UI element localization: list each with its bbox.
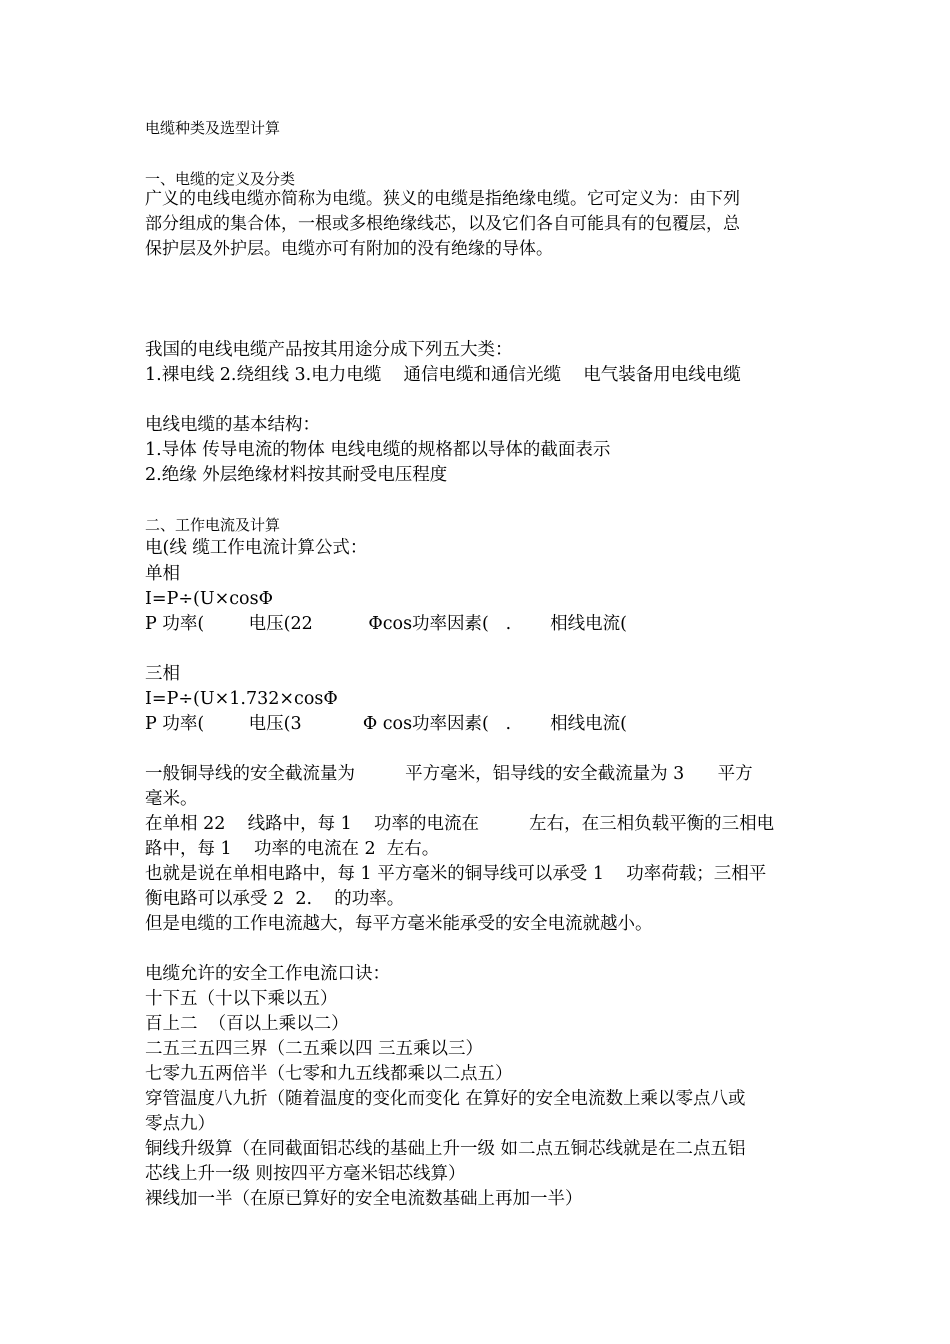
paragraph-line: 路中，每 1 功率的电流在 2 左右。 (145, 839, 440, 859)
mnemonic-line: 芯线上升一级 则按四平方毫米铝芯线算） (145, 1164, 466, 1184)
structure-item: 2.绝缘 外层绝缘材料按其耐受电压程度 (145, 465, 448, 485)
three-phase-variables: P 功率( 电压(3 Φ cos功率因素( . 相线电流( (145, 714, 627, 734)
document-title: 电缆种类及选型计算 (145, 119, 281, 137)
mnemonic-line: 百上二 （百以上乘以二） (145, 1014, 349, 1034)
three-phase-label: 三相 (145, 664, 180, 684)
structure-intro: 电线电缆的基本结构： (145, 415, 320, 435)
mnemonic-line: 零点九） (145, 1114, 215, 1134)
mnemonic-line: 七零九五两倍半（七零和九五线都乘以二点五） (145, 1064, 513, 1084)
paragraph-line: 但是电缆的工作电流越大，每平方毫米能承受的安全电流就越小。 (145, 914, 653, 934)
categories-list: 1.裸电线 2.绕组线 3.电力电缆 通信电缆和通信光缆 电气装备用电线电缆 (145, 365, 741, 385)
section-heading-definition: 一、电缆的定义及分类 (145, 170, 296, 188)
paragraph-line: 衡电路可以承受 2 2. 的功率。 (145, 889, 405, 909)
mnemonic-line: 穿管温度八九折（随着温度的变化而变化 在算好的安全电流数上乘以零点八或 (145, 1089, 746, 1109)
paragraph-line: 一般铜导线的安全截流量为 平方毫米，铝导线的安全截流量为 3 平方 (145, 764, 753, 784)
paragraph-line: 也就是说在单相电路中，每 1 平方毫米的铜导线可以承受 1 功率荷载；三相平 (145, 864, 767, 884)
mnemonic-line: 二五三五四三界（二五乘以四 三五乘以三） (145, 1039, 484, 1059)
single-phase-formula: I=P÷(U×cosΦ (145, 589, 273, 609)
paragraph-line: 保护层及外护层。电缆亦可有附加的没有绝缘的导体。 (145, 239, 553, 259)
mnemonic-line: 裸线加一半（在原已算好的安全电流数基础上再加一半） (145, 1189, 583, 1209)
paragraph-line: 部分组成的集合体，一根或多根绝缘线芯，以及它们各自可能具有的包覆层，总 (145, 214, 740, 234)
structure-item: 1.导体 传导电流的物体 电线电缆的规格都以导体的截面表示 (145, 440, 611, 460)
paragraph-line: 广义的电线电缆亦简称为电缆。狭义的电缆是指绝缘电缆。它可定义为：由下列 (145, 189, 740, 209)
categories-intro: 我国的电线电缆产品按其用途分成下列五大类： (145, 340, 513, 360)
section-heading-current: 二、工作电流及计算 (145, 516, 281, 534)
single-phase-label: 单相 (145, 564, 180, 584)
mnemonic-line: 十下五（十以下乘以五） (145, 989, 338, 1009)
formula-intro: 电(线 缆工作电流计算公式： (145, 538, 368, 558)
paragraph-line: 毫米。 (145, 789, 198, 809)
paragraph-line: 在单相 22 线路中，每 1 功率的电流在 左右，在三相负载平衡的三相电 (145, 814, 775, 834)
single-phase-variables: P 功率( 电压(22 Φcos功率因素( . 相线电流( (145, 614, 627, 634)
mnemonic-line: 铜线升级算（在同截面铝芯线的基础上升一级 如二点五铜芯线就是在二点五铝 (145, 1139, 746, 1159)
mnemonic-intro: 电缆允许的安全工作电流口诀： (145, 964, 390, 984)
three-phase-formula: I=P÷(U×1.732×cosΦ (145, 689, 338, 709)
